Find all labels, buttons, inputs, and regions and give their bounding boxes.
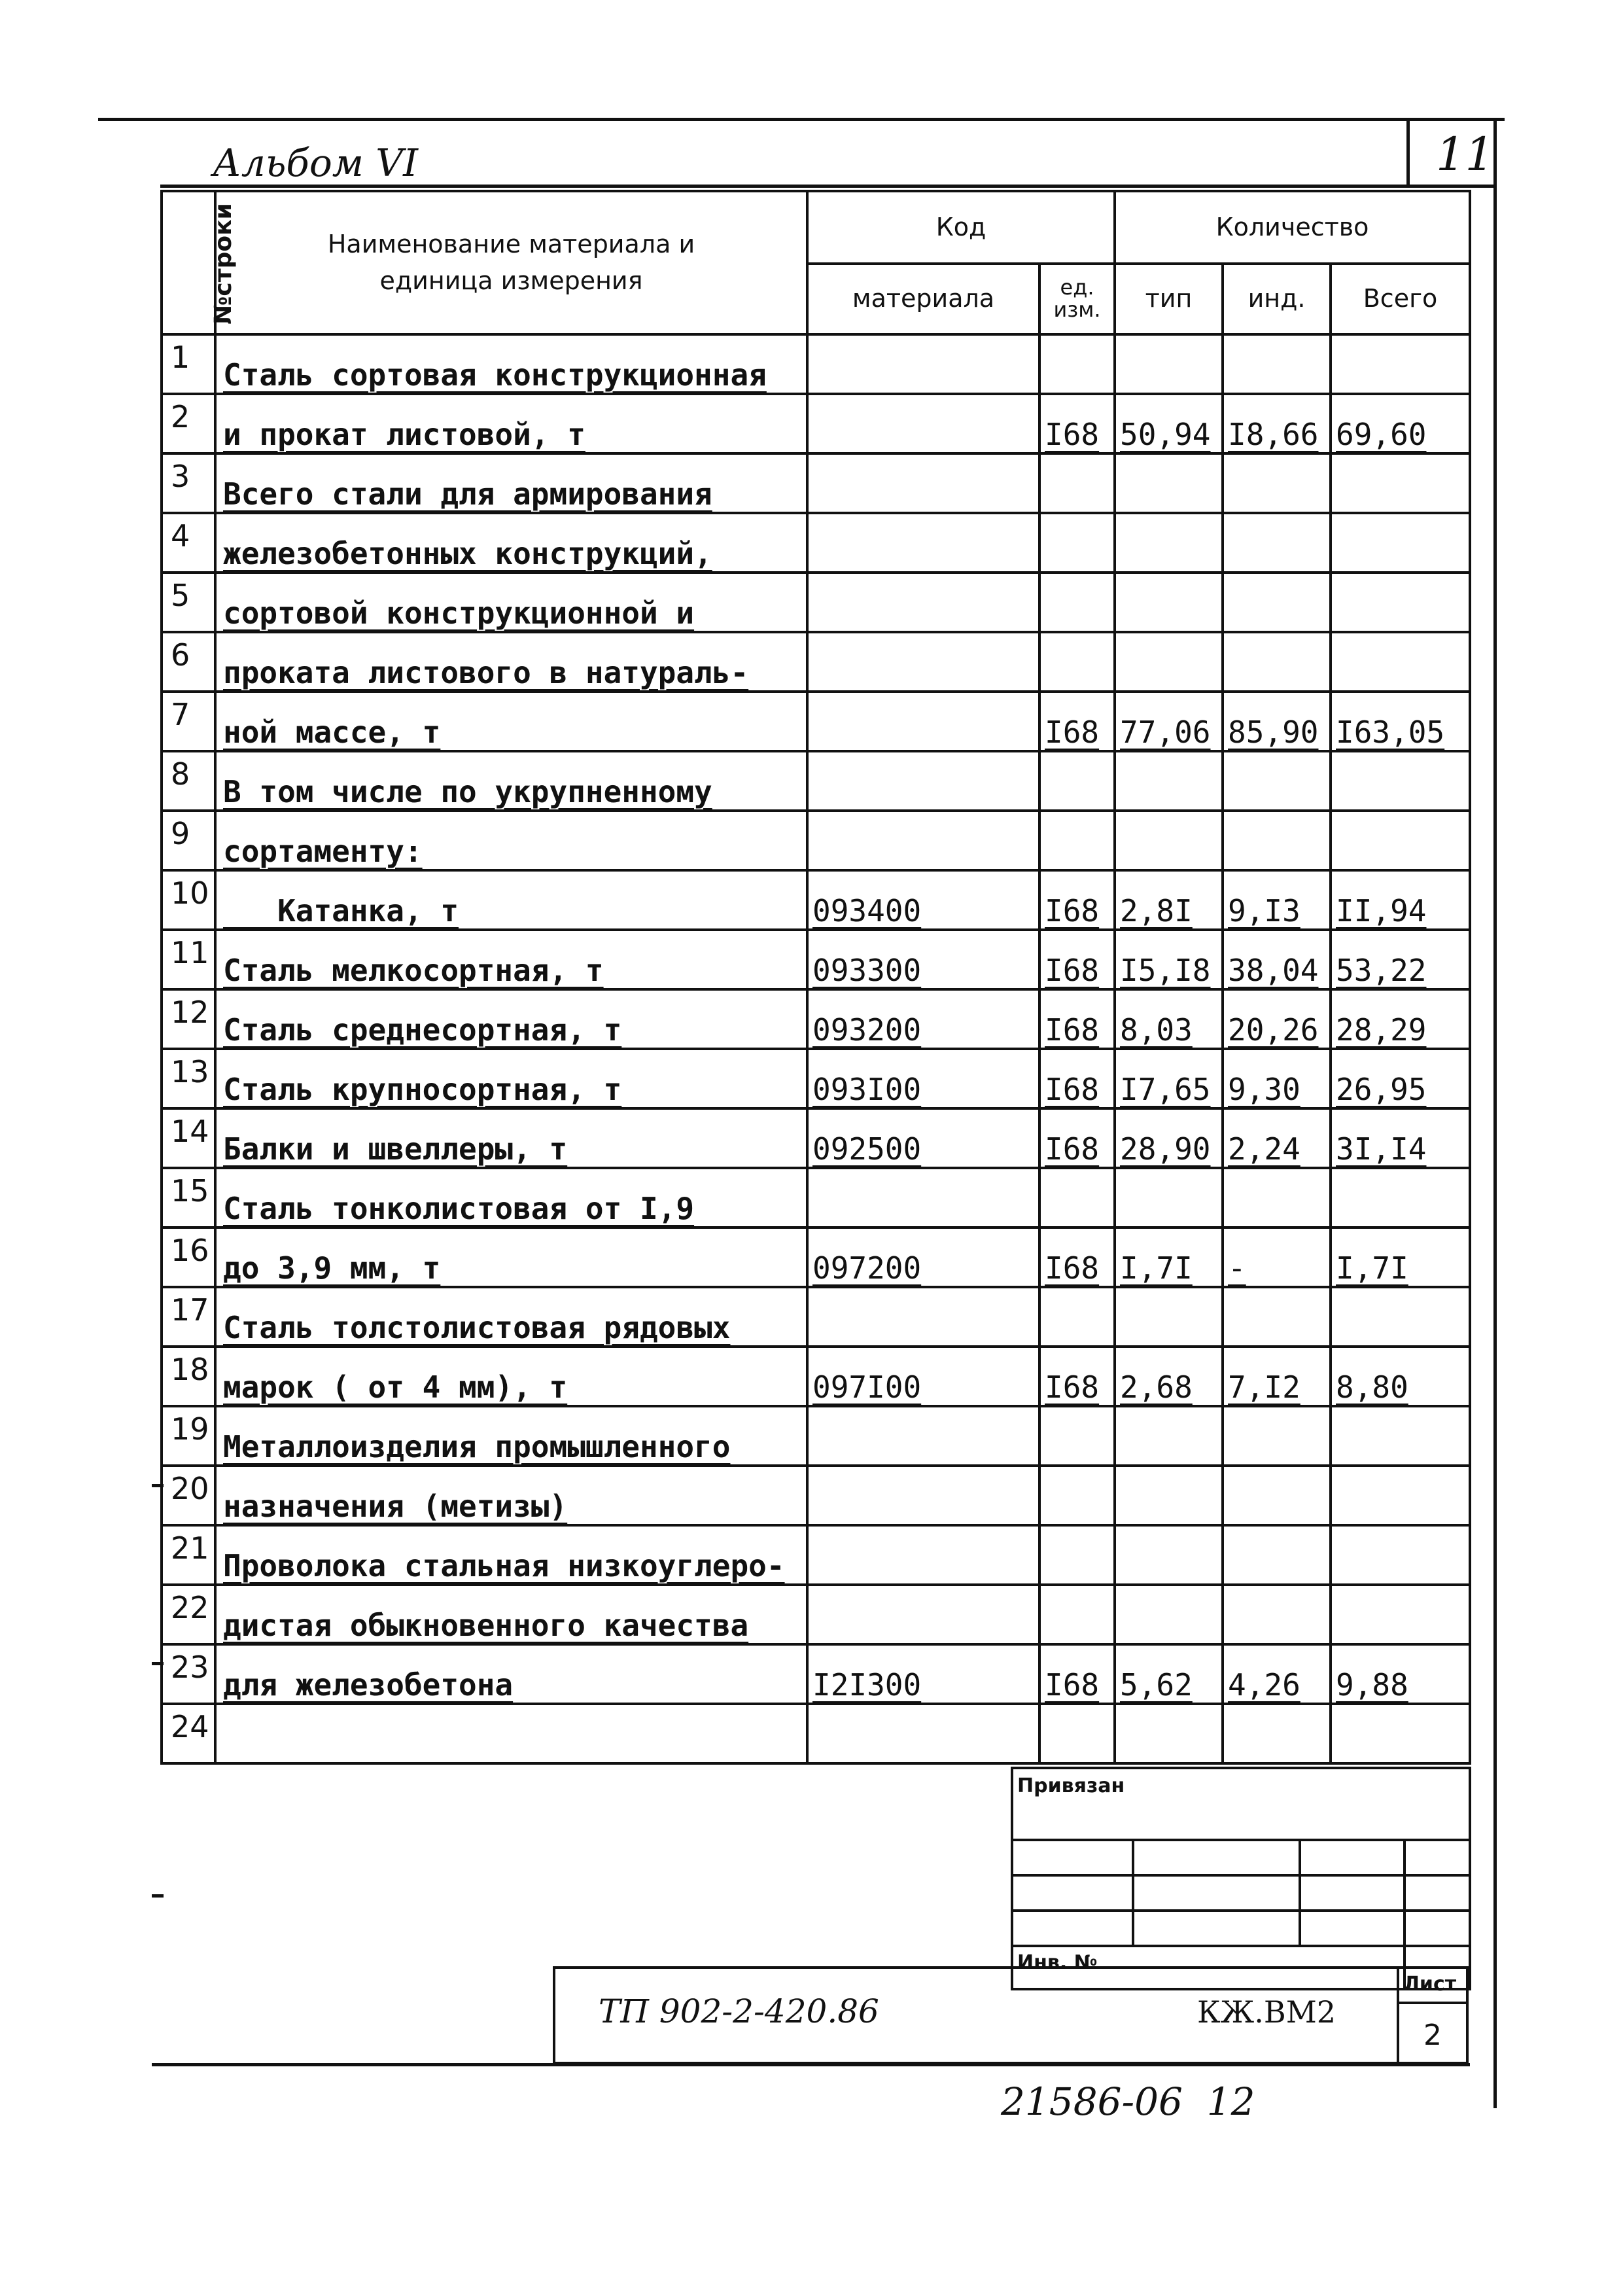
row-name: [215, 1704, 807, 1763]
row-name: дистая обыкновенного качества: [215, 1585, 807, 1644]
header-code-unit: ед. изм.: [1039, 264, 1115, 334]
table-row: [162, 513, 1470, 573]
table-row: [162, 1466, 1470, 1525]
row-material-code: [807, 453, 1039, 513]
row-qty-total: 3I,I4: [1331, 1108, 1470, 1168]
row-qty-type: 2,68: [1115, 1347, 1223, 1406]
row-name: Проволока стальная низкоуглеро-: [215, 1525, 807, 1585]
row-material-code: [807, 1406, 1039, 1466]
table-row: [162, 394, 1470, 453]
table-row: [162, 1644, 1470, 1704]
row-material-code: [807, 1525, 1039, 1585]
row-material-code: [807, 1287, 1039, 1347]
row-qty-total: [1331, 1704, 1470, 1763]
row-number: 16: [162, 1227, 215, 1287]
row-number: 5: [162, 573, 215, 632]
row-unit-code: [1039, 513, 1115, 573]
row-qty-type: [1115, 1287, 1223, 1347]
row-material-code: 093300: [807, 930, 1039, 989]
row-name: ной массе, т: [215, 692, 807, 751]
row-qty-total: [1331, 811, 1470, 870]
row-number: 12: [162, 989, 215, 1049]
row-material-code: [807, 334, 1039, 394]
row-number: 4: [162, 513, 215, 573]
row-qty-type: [1115, 751, 1223, 811]
row-qty-type: [1115, 632, 1223, 692]
row-qty-total: [1331, 1525, 1470, 1585]
table-row: [162, 1406, 1470, 1466]
row-name: и прокат листовой, т: [215, 394, 807, 453]
row-qty-ind: [1223, 1525, 1331, 1585]
row-qty-type: [1115, 1585, 1223, 1644]
row-number: 24: [162, 1704, 215, 1763]
row-number: 14: [162, 1108, 215, 1168]
row-number: 23: [162, 1644, 215, 1704]
row-qty-type: [1115, 1704, 1223, 1763]
row-qty-ind: 2,24: [1223, 1108, 1331, 1168]
row-material-code: [807, 751, 1039, 811]
row-qty-type: [1115, 811, 1223, 870]
row-material-code: [807, 692, 1039, 751]
row-unit-code: [1039, 573, 1115, 632]
corner-sheet-number: 11: [1436, 128, 1495, 181]
sheet-label: Лист: [1399, 1969, 1466, 2004]
row-material-code: 093400: [807, 870, 1039, 930]
binding-stamp: [1011, 1767, 1471, 1990]
row-unit-code: [1039, 1168, 1115, 1227]
row-qty-ind: [1223, 811, 1331, 870]
row-name: Металлоизделия промышленного: [215, 1406, 807, 1466]
row-qty-ind: [1223, 1287, 1331, 1347]
row-qty-total: 53,22: [1331, 930, 1470, 989]
row-material-code: [807, 1704, 1039, 1763]
row-qty-ind: 85,90: [1223, 692, 1331, 751]
row-qty-ind: 9,30: [1223, 1049, 1331, 1108]
table-row: [162, 573, 1470, 632]
row-qty-ind: 4,26: [1223, 1644, 1331, 1704]
row-unit-code: [1039, 811, 1115, 870]
row-unit-code: I68: [1039, 870, 1115, 930]
table-row: [162, 1108, 1470, 1168]
row-qty-total: 8,80: [1331, 1347, 1470, 1406]
row-qty-total: 26,95: [1331, 1049, 1470, 1108]
table-row: [162, 930, 1470, 989]
table-row: [162, 1525, 1470, 1585]
row-name: сортаменту:: [215, 811, 807, 870]
row-qty-type: [1115, 1466, 1223, 1525]
table-row: [162, 751, 1470, 811]
header-code-material: материала: [807, 264, 1039, 334]
row-number: 22: [162, 1585, 215, 1644]
table-row: [162, 1227, 1470, 1287]
row-qty-ind: [1223, 751, 1331, 811]
inv-label: Инв. №: [1012, 1946, 1405, 1989]
row-material-code: 092500: [807, 1108, 1039, 1168]
row-unit-code: [1039, 1287, 1115, 1347]
row-qty-type: 77,06: [1115, 692, 1223, 751]
header-quantity: Количество: [1115, 191, 1470, 264]
table-row: [162, 1287, 1470, 1347]
row-name: Балки и швеллеры, т: [215, 1108, 807, 1168]
row-qty-type: [1115, 573, 1223, 632]
row-unit-code: [1039, 1406, 1115, 1466]
row-name: Сталь толстолистовая рядовых: [215, 1287, 807, 1347]
row-number: 15: [162, 1168, 215, 1227]
row-number: 7: [162, 692, 215, 751]
row-material-code: [807, 1168, 1039, 1227]
row-qty-total: 28,29: [1331, 989, 1470, 1049]
row-unit-code: [1039, 1704, 1115, 1763]
row-qty-ind: 7,I2: [1223, 1347, 1331, 1406]
row-unit-code: I68: [1039, 1644, 1115, 1704]
row-name: Всего стали для армирования: [215, 453, 807, 513]
table-row: [162, 1049, 1470, 1108]
row-qty-total: 9,88: [1331, 1644, 1470, 1704]
row-unit-code: I68: [1039, 692, 1115, 751]
row-qty-ind: [1223, 334, 1331, 394]
row-qty-ind: 9,I3: [1223, 870, 1331, 930]
row-qty-total: [1331, 513, 1470, 573]
row-number: 8: [162, 751, 215, 811]
row-qty-total: [1331, 1287, 1470, 1347]
row-unit-code: I68: [1039, 1227, 1115, 1287]
frame-left-mark-3: [152, 1894, 164, 1898]
row-qty-total: [1331, 632, 1470, 692]
row-qty-type: [1115, 513, 1223, 573]
row-qty-ind: [1223, 632, 1331, 692]
row-unit-code: [1039, 1525, 1115, 1585]
row-name: железобетонных конструкций,: [215, 513, 807, 573]
table-row: [162, 1168, 1470, 1227]
row-unit-code: I68: [1039, 394, 1115, 453]
row-number: 21: [162, 1525, 215, 1585]
row-unit-code: I68: [1039, 1049, 1115, 1108]
row-number: 18: [162, 1347, 215, 1406]
row-qty-ind: [1223, 513, 1331, 573]
header-name: Наименование материала и единица измерения: [215, 191, 807, 334]
row-name: для железобетона: [215, 1644, 807, 1704]
row-number: 17: [162, 1287, 215, 1347]
row-unit-code: [1039, 1466, 1115, 1525]
row-qty-type: I5,I8: [1115, 930, 1223, 989]
header-qty-type: тип: [1115, 264, 1223, 334]
row-number: 3: [162, 453, 215, 513]
table-row: [162, 989, 1470, 1049]
row-qty-ind: [1223, 1406, 1331, 1466]
table-row: [162, 870, 1470, 930]
row-qty-ind: I8,66: [1223, 394, 1331, 453]
row-qty-total: [1331, 1406, 1470, 1466]
row-qty-ind: [1223, 1168, 1331, 1227]
row-qty-type: [1115, 1406, 1223, 1466]
row-name: сортовой конструкционной и: [215, 573, 807, 632]
row-number: 1: [162, 334, 215, 394]
header-qty-total: Всего: [1331, 264, 1470, 334]
frame-top-tick: [1406, 121, 1410, 186]
row-name: назначения (метизы): [215, 1466, 807, 1525]
row-qty-ind: 20,26: [1223, 989, 1331, 1049]
table-row: [162, 453, 1470, 513]
header-code: Код: [807, 191, 1115, 264]
row-qty-ind: [1223, 1704, 1331, 1763]
row-qty-ind: [1223, 1466, 1331, 1525]
row-name: Сталь среднесортная, т: [215, 989, 807, 1049]
row-name: проката листового в натураль-: [215, 632, 807, 692]
row-qty-ind: [1223, 1585, 1331, 1644]
row-qty-type: I,7I: [1115, 1227, 1223, 1287]
row-number: 20: [162, 1466, 215, 1525]
row-number: 19: [162, 1406, 215, 1466]
row-name: марок ( от 4 мм), т: [215, 1347, 807, 1406]
row-name: Сталь тонколистовая от I,9: [215, 1168, 807, 1227]
row-unit-code: I68: [1039, 1108, 1115, 1168]
table-row: [162, 1585, 1470, 1644]
footer-archive-number: 21586-06 12: [1001, 2079, 1255, 2124]
row-unit-code: [1039, 632, 1115, 692]
row-qty-total: I63,05: [1331, 692, 1470, 751]
row-material-code: I2I300: [807, 1644, 1039, 1704]
row-qty-type: [1115, 1168, 1223, 1227]
table-row: [162, 1347, 1470, 1406]
row-name: Катанка, т: [215, 870, 807, 930]
row-qty-type: 28,90: [1115, 1108, 1223, 1168]
row-name: до 3,9 мм, т: [215, 1227, 807, 1287]
row-qty-total: [1331, 1168, 1470, 1227]
row-qty-type: [1115, 1525, 1223, 1585]
row-qty-ind: [1223, 453, 1331, 513]
row-number: 13: [162, 1049, 215, 1108]
row-qty-type: I7,65: [1115, 1049, 1223, 1108]
row-name: Сталь мелкосортная, т: [215, 930, 807, 989]
row-name: Сталь сортовая конструкционная: [215, 334, 807, 394]
row-number: 9: [162, 811, 215, 870]
row-unit-code: [1039, 334, 1115, 394]
row-qty-total: [1331, 1585, 1470, 1644]
row-material-code: [807, 573, 1039, 632]
row-qty-type: [1115, 334, 1223, 394]
row-qty-total: [1331, 334, 1470, 394]
header-qty-ind: инд.: [1223, 264, 1331, 334]
row-material-code: 097200: [807, 1227, 1039, 1287]
row-material-code: [807, 394, 1039, 453]
row-number: 10: [162, 870, 215, 930]
row-qty-ind: [1223, 573, 1331, 632]
row-qty-total: [1331, 1466, 1470, 1525]
row-unit-code: [1039, 453, 1115, 513]
project-code: ТП 902-2-420.86: [599, 1992, 879, 2030]
row-unit-code: [1039, 751, 1115, 811]
table-row: [162, 334, 1470, 394]
header-row-number: №строки: [162, 191, 215, 334]
row-number: 2: [162, 394, 215, 453]
table-row: [162, 811, 1470, 870]
row-material-code: [807, 1585, 1039, 1644]
frame-top-line: [98, 118, 1505, 121]
sheet-value: 2: [1423, 2019, 1442, 2052]
row-unit-code: I68: [1039, 930, 1115, 989]
row-qty-type: 5,62: [1115, 1644, 1223, 1704]
frame-right-line: [1493, 119, 1497, 2108]
row-material-code: [807, 632, 1039, 692]
row-qty-total: I,7I: [1331, 1227, 1470, 1287]
row-qty-total: [1331, 751, 1470, 811]
materials-table: [160, 190, 1471, 1765]
row-qty-total: [1331, 573, 1470, 632]
row-qty-ind: 38,04: [1223, 930, 1331, 989]
row-qty-total: 69,60: [1331, 394, 1470, 453]
table-row: [162, 632, 1470, 692]
row-material-code: 097I00: [807, 1347, 1039, 1406]
row-material-code: [807, 811, 1039, 870]
document-code: КЖ.ВМ2: [1197, 1994, 1336, 2030]
row-qty-type: [1115, 453, 1223, 513]
row-material-code: [807, 513, 1039, 573]
row-qty-type: 2,8I: [1115, 870, 1223, 930]
row-unit-code: [1039, 1585, 1115, 1644]
frame-bottom-line: [152, 2063, 1470, 2066]
row-unit-code: I68: [1039, 1347, 1115, 1406]
row-qty-ind: -: [1223, 1227, 1331, 1287]
row-qty-total: II,94: [1331, 870, 1470, 930]
row-unit-code: I68: [1039, 989, 1115, 1049]
row-name: Сталь крупносортная, т: [215, 1049, 807, 1108]
table-row: [162, 692, 1470, 751]
album-label: Альбом VI: [213, 141, 419, 185]
sheet-box: [1397, 1966, 1469, 2064]
row-material-code: [807, 1466, 1039, 1525]
row-material-code: 093200: [807, 989, 1039, 1049]
row-qty-type: 50,94: [1115, 394, 1223, 453]
row-number: 11: [162, 930, 215, 989]
row-number: 6: [162, 632, 215, 692]
bound-label: Привязан: [1012, 1768, 1470, 1840]
table-row: [162, 1704, 1470, 1763]
row-material-code: 093I00: [807, 1049, 1039, 1108]
row-qty-total: [1331, 453, 1470, 513]
row-name: В том числе по укрупненному: [215, 751, 807, 811]
row-qty-type: 8,03: [1115, 989, 1223, 1049]
